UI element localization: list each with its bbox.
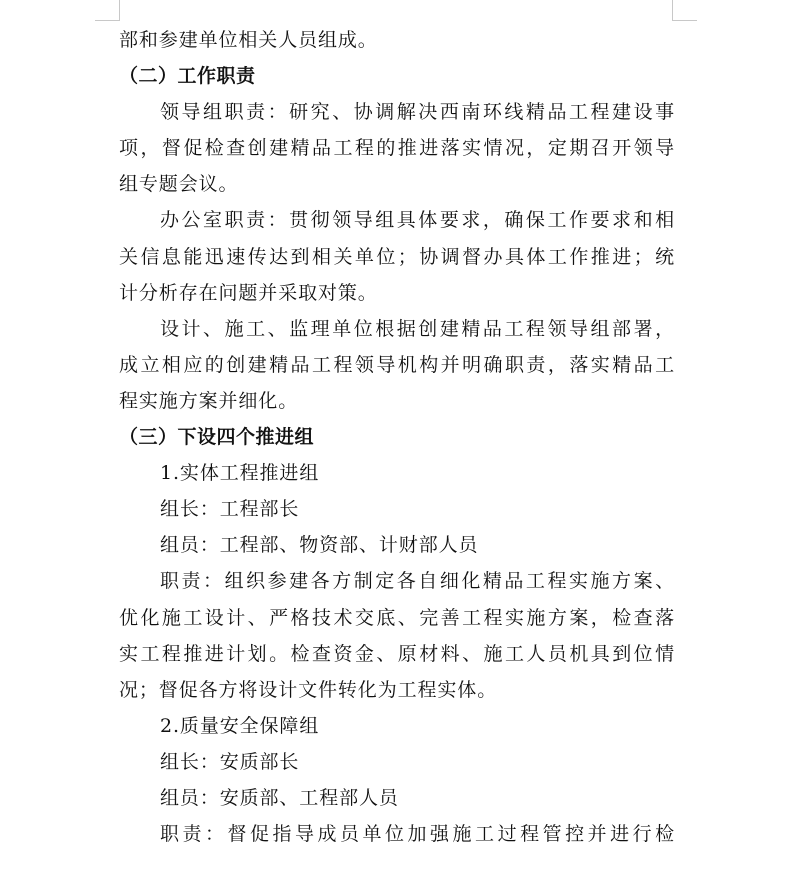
section-heading: （二）工作职责 (119, 65, 256, 88)
text-line: 领导组职责：研究、协调解决西南环线精品工程建设事 (160, 101, 675, 124)
text-line: 计分析存在问题并采取对策。 (119, 281, 378, 304)
text-line: 优化施工设计、严格技术交底、完善工程实施方案，检查落 (119, 606, 675, 629)
text-line: 组长：工程部长 (160, 498, 300, 521)
text-line: 组员：安质部、工程部人员 (160, 786, 399, 809)
text-line: 设计、施工、监理单位根据创建精品工程领导组部署， (160, 317, 675, 340)
text-line: 部和参建单位相关人员组成。 (119, 29, 378, 51)
document-page (119, 22, 675, 852)
text-line: 2.质量安全保障组 (160, 714, 320, 737)
section-heading: （三）下设四个推进组 (119, 426, 315, 449)
text-line: 职责：组织参建各方制定各自细化精品工程实施方案、 (160, 570, 675, 593)
text-line: 组长：安质部长 (160, 750, 300, 773)
text-line: 组专题会议。 (119, 173, 239, 196)
text-line: 办公室职责：贯彻领导组具体要求，确保工作要求和相 (160, 209, 675, 232)
text-line: 1.实体工程推进组 (160, 462, 320, 485)
page-corner-mark-right (672, 0, 697, 21)
text-line: 关信息能迅速传达到相关单位；协调督办具体工作推进；统 (119, 245, 675, 268)
page-corner-mark-left (95, 0, 120, 21)
text-line: 职责：督促指导成员单位加强施工过程管控并进行检 (160, 823, 675, 846)
text-line: 况；督促各方将设计文件转化为工程实体。 (119, 678, 498, 701)
text-line: 项，督促检查创建精品工程的推进落实情况，定期召开领导 (119, 137, 675, 160)
text-line: 实工程推进计划。检查资金、原材料、施工人员机具到位情 (119, 642, 675, 665)
text-line: 组员：工程部、物资部、计财部人员 (160, 534, 479, 557)
text-line: 成立相应的创建精品工程领导机构并明确职责，落实精品工 (119, 353, 675, 376)
text-line: 程实施方案并细化。 (119, 389, 299, 412)
